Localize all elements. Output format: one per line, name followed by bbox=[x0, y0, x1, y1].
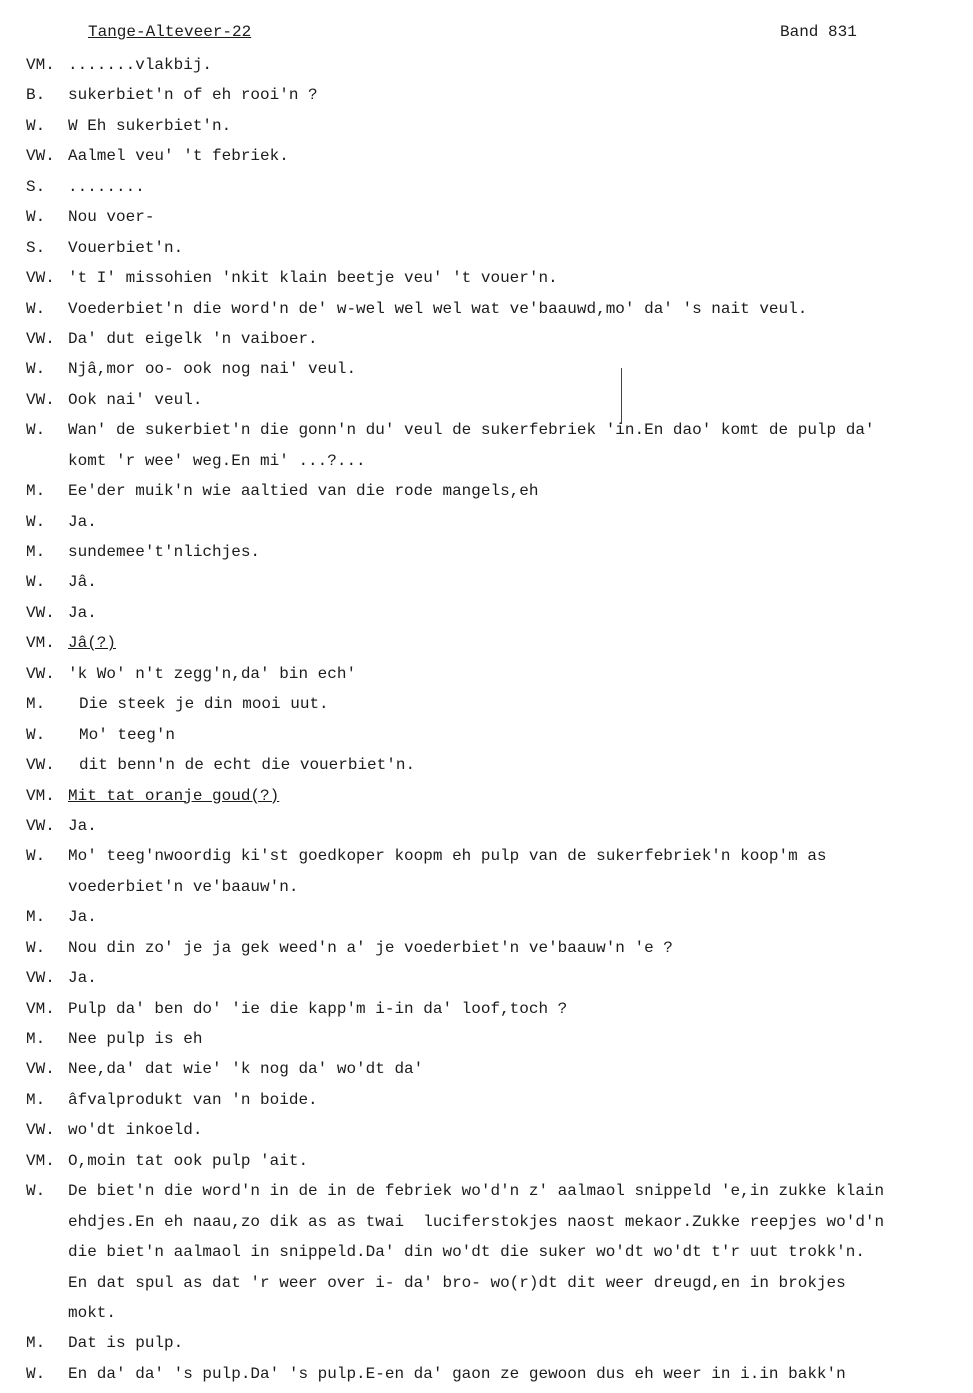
band-number: Band 831 bbox=[780, 23, 857, 41]
speaker-label: W. bbox=[26, 421, 46, 440]
line-text: Ja. bbox=[68, 603, 97, 622]
speaker-label: M. bbox=[26, 1030, 46, 1048]
line-text: En da' da' 's pulp.Da' 's pulp.E-en da' gaon ze gewoon dus eh weer in i.in bakk'n bbox=[68, 1364, 846, 1383]
transcript-line bbox=[26, 841, 973, 871]
speaker-label: VW. bbox=[26, 969, 55, 988]
speaker-label: M. bbox=[26, 1090, 46, 1109]
line-text: 'k Wo' n't zegg'n,da' bin ech' bbox=[68, 664, 357, 683]
transcript-line bbox=[26, 172, 973, 202]
line-text: De biet'n die word'n in de in de febriek wo'd'n z' aalmaol snippeld 'e,in zukke klain bbox=[68, 1182, 885, 1201]
speaker-label: M. bbox=[26, 543, 46, 561]
transcript-line bbox=[26, 141, 973, 171]
transcript-line bbox=[26, 385, 973, 415]
line-text: O,moin tat ook pulp 'ait. bbox=[68, 1151, 309, 1170]
transcript-line bbox=[26, 1024, 973, 1054]
line-text: Nee pulp is eh bbox=[68, 1030, 203, 1048]
line-text: ........ bbox=[68, 177, 145, 196]
transcript-line bbox=[26, 1054, 973, 1084]
speaker-label: B. bbox=[26, 86, 46, 105]
transcript-line-continuation bbox=[26, 1237, 973, 1267]
transcript-line bbox=[26, 902, 973, 932]
line-text: âfvalprodukt van 'n boide. bbox=[68, 1090, 318, 1109]
speaker-label: S. bbox=[26, 177, 46, 196]
line-text: Mit tat oranje goud(?) bbox=[68, 786, 280, 805]
line-text: mokt. bbox=[68, 1303, 117, 1322]
speaker-label: W. bbox=[26, 847, 46, 866]
line-text: W Eh sukerbiet'n. bbox=[68, 116, 232, 135]
speaker-label: S. bbox=[26, 238, 46, 257]
line-text: Jâ(?) bbox=[68, 634, 117, 653]
transcript-line bbox=[26, 720, 973, 750]
speaker-label: VW. bbox=[26, 756, 55, 775]
transcript-line bbox=[26, 1176, 973, 1206]
transcript-line bbox=[26, 994, 973, 1024]
speaker-label: W. bbox=[26, 208, 46, 227]
speaker-label: M. bbox=[26, 908, 46, 927]
transcript-line-continuation bbox=[26, 872, 973, 902]
transcript-line-continuation bbox=[26, 1298, 973, 1328]
line-text: sundemee't'nlichjes. bbox=[68, 543, 261, 561]
speaker-label: M. bbox=[26, 695, 46, 714]
transcript-line bbox=[26, 689, 973, 719]
transcript-line bbox=[26, 659, 973, 689]
speaker-label: VW. bbox=[26, 147, 55, 166]
speaker-label: VW. bbox=[26, 603, 55, 622]
line-text: Voederbiet'n die word'n de' w-wel wel wel wat ve'baauwd,mo' da' 's nait veul. bbox=[68, 299, 808, 318]
speaker-label: W. bbox=[26, 1182, 46, 1201]
line-text: Ee'der muik'n wie aaltied van die rode mangels,eh bbox=[68, 482, 539, 501]
transcript-line bbox=[26, 1085, 973, 1115]
line-text: Pulp da' ben do' 'ie die kapp'm i-in da' loof,toch ? bbox=[68, 999, 568, 1018]
transcript-line bbox=[26, 476, 973, 506]
line-text: Vouerbiet'n. bbox=[68, 238, 184, 257]
speaker-label: VW. bbox=[26, 816, 55, 835]
line-text: Nou voer- bbox=[68, 208, 155, 227]
transcript-line bbox=[26, 963, 973, 993]
speaker-label: VW. bbox=[26, 329, 55, 348]
line-text: Nou din zo' je ja gek weed'n a' je voederbiet'n ve'baauw'n 'e ? bbox=[68, 938, 673, 957]
line-text: Mo' teeg'n bbox=[79, 725, 176, 744]
transcript-body bbox=[26, 50, 973, 1389]
transcript-line bbox=[26, 202, 973, 232]
speaker-label: W. bbox=[26, 116, 46, 135]
speaker-label: VM. bbox=[26, 786, 55, 805]
speaker-label: VM. bbox=[26, 56, 55, 74]
transcript-line bbox=[26, 933, 973, 963]
speaker-label: VM. bbox=[26, 634, 55, 653]
line-text: Mo' teeg'nwoordig ki'st goedkoper koopm eh pulp van de sukerfebriek'n koop'm as bbox=[68, 847, 827, 866]
transcript-line-continuation bbox=[26, 1268, 973, 1298]
transcript-line bbox=[26, 233, 973, 263]
line-text: komt 'r wee' weg.En mi' ...?... bbox=[68, 451, 366, 470]
line-text: Aalmel veu' 't febriek. bbox=[68, 147, 289, 166]
speaker-label: VM. bbox=[26, 1151, 55, 1170]
line-text: Ja. bbox=[68, 969, 97, 988]
speaker-label: W. bbox=[26, 938, 46, 957]
speaker-label: W. bbox=[26, 1364, 46, 1383]
line-text: die biet'n aalmaol in snippeld.Da' din wo'dt die suker wo'dt wo'dt t'r uut trokk'n. bbox=[68, 1243, 865, 1262]
transcript-line bbox=[26, 1359, 973, 1389]
transcript-line bbox=[26, 263, 973, 293]
speaker-label: W. bbox=[26, 725, 46, 744]
page-title: Tange-Alteveer-22 bbox=[88, 23, 252, 41]
line-text: Dat is pulp. bbox=[68, 1334, 184, 1353]
transcript-line-continuation bbox=[26, 1207, 973, 1237]
transcript-line bbox=[26, 415, 973, 445]
line-text: Jâ. bbox=[68, 573, 97, 592]
speaker-label: W. bbox=[26, 512, 46, 531]
transcript-line bbox=[26, 354, 973, 384]
line-text: ehdjes.En eh naau,zo dik as as twai luciferstokjes naost mekaor.Zukke reepjes wo'd'n bbox=[68, 1212, 885, 1231]
line-text: Njâ,mor oo- ook nog nai' veul. bbox=[68, 360, 357, 379]
transcript-line bbox=[26, 811, 973, 841]
line-text: Ja. bbox=[68, 512, 97, 531]
line-text: Ook nai' veul. bbox=[68, 390, 203, 409]
transcript-line bbox=[26, 294, 973, 324]
transcript-line bbox=[26, 50, 973, 80]
line-text: wo'dt inkoeld. bbox=[68, 1121, 203, 1140]
speaker-label: VW. bbox=[26, 1121, 55, 1140]
line-text: Ja. bbox=[68, 816, 97, 835]
line-text: dit benn'n de echt die vouerbiet'n. bbox=[79, 756, 416, 775]
line-text: sukerbiet'n of eh rooi'n ? bbox=[68, 86, 318, 105]
transcript-line bbox=[26, 1115, 973, 1145]
line-text: Ja. bbox=[68, 908, 97, 927]
transcript-line bbox=[26, 80, 973, 110]
line-text: voederbiet'n ve'baauw'n. bbox=[68, 877, 299, 896]
speaker-label: W. bbox=[26, 299, 46, 318]
transcript-line bbox=[26, 628, 973, 658]
speaker-label: VW. bbox=[26, 1060, 55, 1079]
speaker-label: VW. bbox=[26, 664, 55, 683]
line-text: Die steek je din mooi uut. bbox=[79, 695, 329, 714]
transcript-line bbox=[26, 324, 973, 354]
transcript-line bbox=[26, 567, 973, 597]
line-text: Da' dut eigelk 'n vaiboer. bbox=[68, 329, 318, 348]
line-text: .......vlakbij. bbox=[68, 56, 213, 74]
transcript-line-continuation bbox=[26, 446, 973, 476]
transcript-line bbox=[26, 781, 973, 811]
transcript-line bbox=[26, 537, 973, 567]
speaker-label: W. bbox=[26, 360, 46, 379]
transcript-line bbox=[26, 507, 973, 537]
transcript-line bbox=[26, 598, 973, 628]
transcript-line bbox=[26, 111, 973, 141]
line-text: 't I' missohien 'nkit klain beetje veu' 't vouer'n. bbox=[68, 269, 558, 288]
speaker-label: M. bbox=[26, 1334, 46, 1353]
speaker-label: VM. bbox=[26, 999, 55, 1018]
transcript-line bbox=[26, 750, 973, 780]
line-text: Wan' de sukerbiet'n die gonn'n du' veul de sukerfebriek 'in.En dao' komt de pulp da' bbox=[68, 421, 875, 440]
transcript-line bbox=[26, 1146, 973, 1176]
line-text: En dat spul as dat 'r weer over i- da' bro- wo(r)dt dit weer dreugd,en in brokjes bbox=[68, 1273, 846, 1292]
speaker-label: W. bbox=[26, 573, 46, 592]
transcript-line bbox=[26, 1328, 973, 1358]
speaker-label: M. bbox=[26, 482, 46, 501]
speaker-label: VW. bbox=[26, 269, 55, 288]
speaker-label: VW. bbox=[26, 390, 55, 409]
line-text: Nee,da' dat wie' 'k nog da' wo'dt da' bbox=[68, 1060, 424, 1079]
